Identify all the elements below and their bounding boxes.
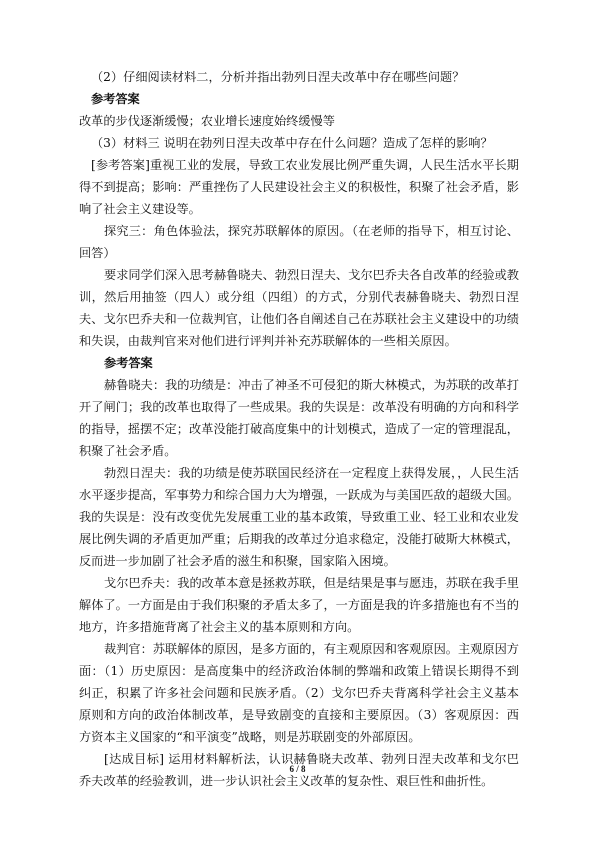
inquiry-3-heading: 探究三：角色体验法，探究苏联解体的原因。（在老师的指导下，相互讨论、回答）: [79, 224, 519, 260]
answer-label-1: 参考答案: [91, 92, 140, 106]
answer-3: [参考答案]重视工业的发展，导致工农业发展比例严重失调，人民生活水平长期得不到提高；影响：严重挫伤了人民建设社会主义的积极性，积聚了社会矛盾，影响了社会主义建设等。: [79, 158, 519, 216]
document-body: [79, 66, 519, 792]
gorbachev-paragraph: 戈尔巴乔夫：我的改革本意是拯救苏联，但是结果是事与愿违，苏联在我手里解体了。一方面是由于我们积聚的矛盾太多了，一方面是我的许多措施也有不当的地方，许多措施背离了社会主义的基本原则和方向。: [79, 576, 519, 634]
inquiry-3-instructions: 要求同学们深入思考赫鲁晓夫、勃烈日涅夫、戈尔巴乔夫各自改革的经验或教训，然后用抽签（四人）或分组（四组）的方式，分别代表赫鲁晓夫、勃烈日涅夫、戈尔巴乔夫和一位裁判官，让他们各自阐述自己在苏联社会主义建设中的功绩和失误，由裁判官来对他们进行评判并补充苏联解体的一些相关原因。: [79, 268, 519, 348]
answer-label-2: 参考答案: [104, 356, 153, 370]
question-3: （3）材料三 说明在勃列日涅夫改革中存在什么问题？造成了怎样的影响？: [91, 136, 493, 150]
judge-paragraph: 裁判官：苏联解体的原因，是多方面的，有主观原因和客观原因。主观原因方面：（1）历史原因：是高度集中的经济政治体制的弊端和政策上错误长期得不到纠正，积累了许多社会问题和民族矛盾。（2）戈尔巴乔夫背离科学社会主义基本原则和方向的政治体制改革，是导致剧变的直接和主要原因。（3）客观原因：西方资本主义国家的“和平演变”战略，则是苏联剧变的外部原因。: [79, 642, 519, 744]
khrushchev-paragraph: 赫鲁晓夫：我的功绩是：冲击了神圣不可侵犯的斯大林模式，为苏联的改革打开了闸门；我的改革也取得了一些成果。我的失误是：改革没有明确的方向和科学的指导，摇摆不定；改革没能打破高度集中的计划模式，造成了一定的管理混乱，积聚了社会矛盾。: [79, 378, 519, 458]
question-2: （2）仔细阅读材料二，分析并指出勃列日涅夫改革中存在哪些问题？: [91, 70, 465, 84]
page-number: 6 / 8: [289, 764, 306, 774]
brezhnev-paragraph: 勃烈日涅夫：我的功绩是使苏联国民经济在一定程度上获得发展，，人民生活水平逐步提高，军事势力和综合国力大为增强，一跃成为与美国匹敌的超级大国。我的失误是：没有改变优先发展重工业的基本政策，导致重工业、轻工业和农业发展比例失调的矛盾更加严重；后期我的改革过分追求稳定，没能打破斯大林模式，反而进一步加剧了社会矛盾的滋生和积聚，国家陷入困境。: [79, 466, 519, 568]
objective-paragraph: [达成目标] 运用材料解析法，认识赫鲁晓夫改革、勃列日涅夫改革和戈尔巴乔夫改革的经验教训，进一步认识社会主义改革的复杂性、艰巨性和曲折性。: [79, 752, 519, 788]
answer-2: 改革的步伐逐渐缓慢；农业增长速度始终缓慢等: [79, 114, 335, 128]
